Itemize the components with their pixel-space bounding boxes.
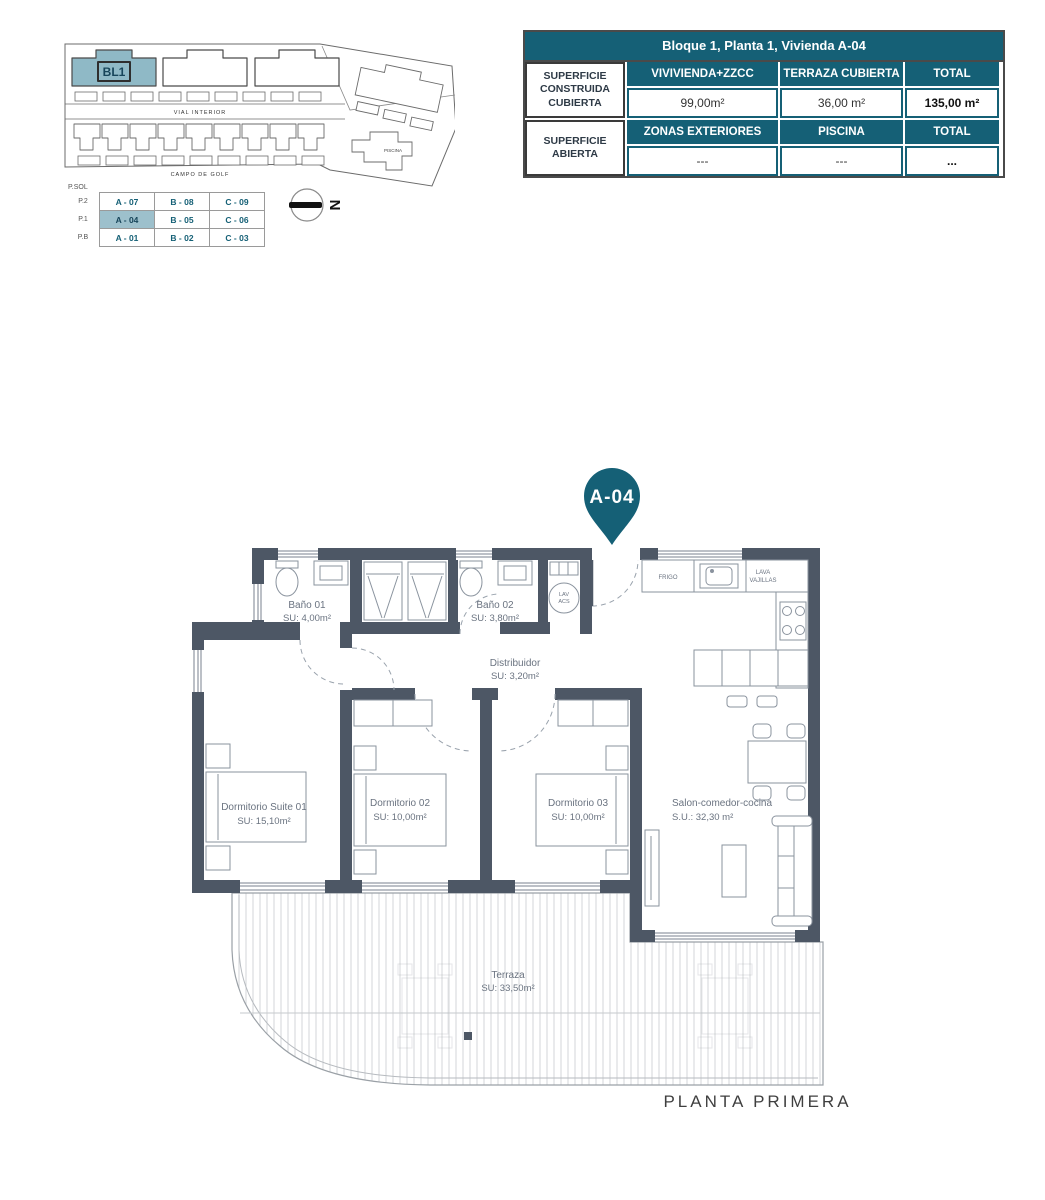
- bed: [536, 700, 628, 874]
- area-col-header: TOTAL: [905, 120, 999, 144]
- road-label: VIAL INTERIOR: [173, 110, 227, 116]
- north-letter: N: [326, 199, 344, 211]
- area-value: ---: [627, 146, 778, 176]
- area-table: [523, 30, 1005, 178]
- shower-icon: [364, 562, 402, 620]
- toilet-icon: [276, 561, 298, 596]
- dishwasher-label: LAVA: [755, 570, 771, 576]
- north-compass-icon: [289, 189, 343, 221]
- area-value-total: ...: [905, 146, 999, 176]
- room-name: Dormitorio 02: [369, 798, 431, 809]
- kitchen-peninsula: [694, 650, 808, 707]
- fridge-label: FRIGO: [658, 575, 678, 581]
- room-area: SU: 3,80m²: [470, 613, 520, 624]
- sofa-icon: [772, 816, 812, 926]
- unit-pin: [584, 468, 640, 545]
- level-label: P.1: [78, 216, 88, 223]
- table-row: [66, 193, 265, 211]
- washer-icon: [549, 562, 579, 613]
- room-name: Salon-comedor-cocina: [672, 798, 773, 809]
- pin-label: A-04: [589, 487, 635, 508]
- block-2-shape: [163, 50, 247, 86]
- unit-cell: B - 05: [155, 211, 210, 229]
- unit-cell: B - 02: [155, 229, 210, 247]
- sink-icon: [314, 561, 348, 585]
- table-row: [66, 229, 265, 247]
- area-col-header: TOTAL: [905, 62, 999, 86]
- unit-cell: A - 07: [100, 193, 155, 211]
- unit-cell: A - 01: [100, 229, 155, 247]
- dorm3-door-arc: [498, 694, 555, 751]
- room-name: Dormitorio 03: [547, 798, 609, 809]
- shower-icon: [408, 562, 446, 620]
- sink-icon: [498, 561, 532, 585]
- area-col-header: PISCINA: [780, 120, 903, 144]
- level-corner-label: P.SOL: [68, 184, 88, 191]
- room-area: S.U.: 32,30 m²: [672, 812, 734, 823]
- room-area: SU: 3,20m²: [490, 671, 540, 682]
- dining-table: [748, 724, 806, 800]
- area-group-label: SUPERFICIE ABIERTA: [525, 120, 625, 176]
- area-value: ---: [780, 146, 903, 176]
- room-name: Distribuidor: [489, 658, 541, 669]
- houses-row: [74, 124, 324, 150]
- room-name: Baño 01: [288, 600, 326, 611]
- unit-cell: C - 03: [210, 229, 265, 247]
- toilet-icon: [460, 561, 482, 596]
- area-col-header: TERRAZA CUBIERTA: [780, 62, 903, 86]
- unit-cell: C - 06: [210, 211, 265, 229]
- road: [65, 104, 345, 119]
- coffee-table: [722, 845, 746, 897]
- golf-label: CAMPO DE GOLF: [170, 172, 230, 178]
- area-value: 36,00 m²: [780, 88, 903, 118]
- side-buildings: [351, 60, 445, 170]
- plan-title: PLANTA PRIMERA: [663, 1092, 852, 1111]
- level-label: P.B: [77, 234, 89, 241]
- bath1-door-arc: [300, 640, 344, 684]
- room-area: SU: 4,00m²: [282, 613, 332, 624]
- parking-row-bottom: [78, 156, 324, 165]
- tv-unit: [645, 830, 659, 906]
- laundry-label: LAV: [559, 592, 569, 598]
- area-col-header: ZONAS EXTERIORES: [627, 120, 778, 144]
- laundry-label: ACS: [558, 599, 570, 605]
- area-value: 99,00m²: [627, 88, 778, 118]
- room-name: Baño 02: [476, 600, 514, 611]
- pool-building-label: PISCINA: [383, 148, 403, 153]
- room-name: Terraza: [491, 970, 525, 981]
- area-table-title: Bloque 1, Planta 1, Vivienda A-04: [525, 32, 1003, 62]
- level-label: P.2: [78, 198, 88, 205]
- dishwasher-label: VAJILLAS: [749, 578, 777, 584]
- apartment-blocks: [72, 50, 339, 86]
- terrace-drain: [464, 1032, 472, 1040]
- unit-cell: C - 09: [210, 193, 265, 211]
- suite-door-arc: [352, 648, 394, 690]
- area-value-total: 135,00 m²: [905, 88, 999, 118]
- table-row: [66, 211, 265, 229]
- level-table: [66, 184, 265, 247]
- bl1-label: BL1: [102, 65, 126, 79]
- area-col-header: VIVIVIENDA+ZZCC: [627, 62, 778, 86]
- room-area: SU: 10,00m²: [373, 812, 427, 823]
- area-group-label: SUPERFICIE CONSTRUIDA CUBIERTA: [525, 62, 625, 118]
- floor-plan: [0, 440, 1045, 1140]
- room-area: SU: 33,50m²: [481, 983, 535, 994]
- parking-row-top: [75, 92, 321, 101]
- room-area: SU: 10,00m²: [551, 812, 605, 823]
- entrance-door-arc: [592, 560, 638, 606]
- bed: [354, 700, 446, 874]
- cooktop-icon: [780, 602, 806, 640]
- room-area: SU: 15,10m²: [237, 816, 291, 827]
- unit-cell-highlighted: A - 04: [100, 211, 155, 229]
- unit-cell: B - 08: [155, 193, 210, 211]
- pool-building-shape: [352, 132, 412, 170]
- room-name: Dormitorio Suite 01: [221, 802, 307, 813]
